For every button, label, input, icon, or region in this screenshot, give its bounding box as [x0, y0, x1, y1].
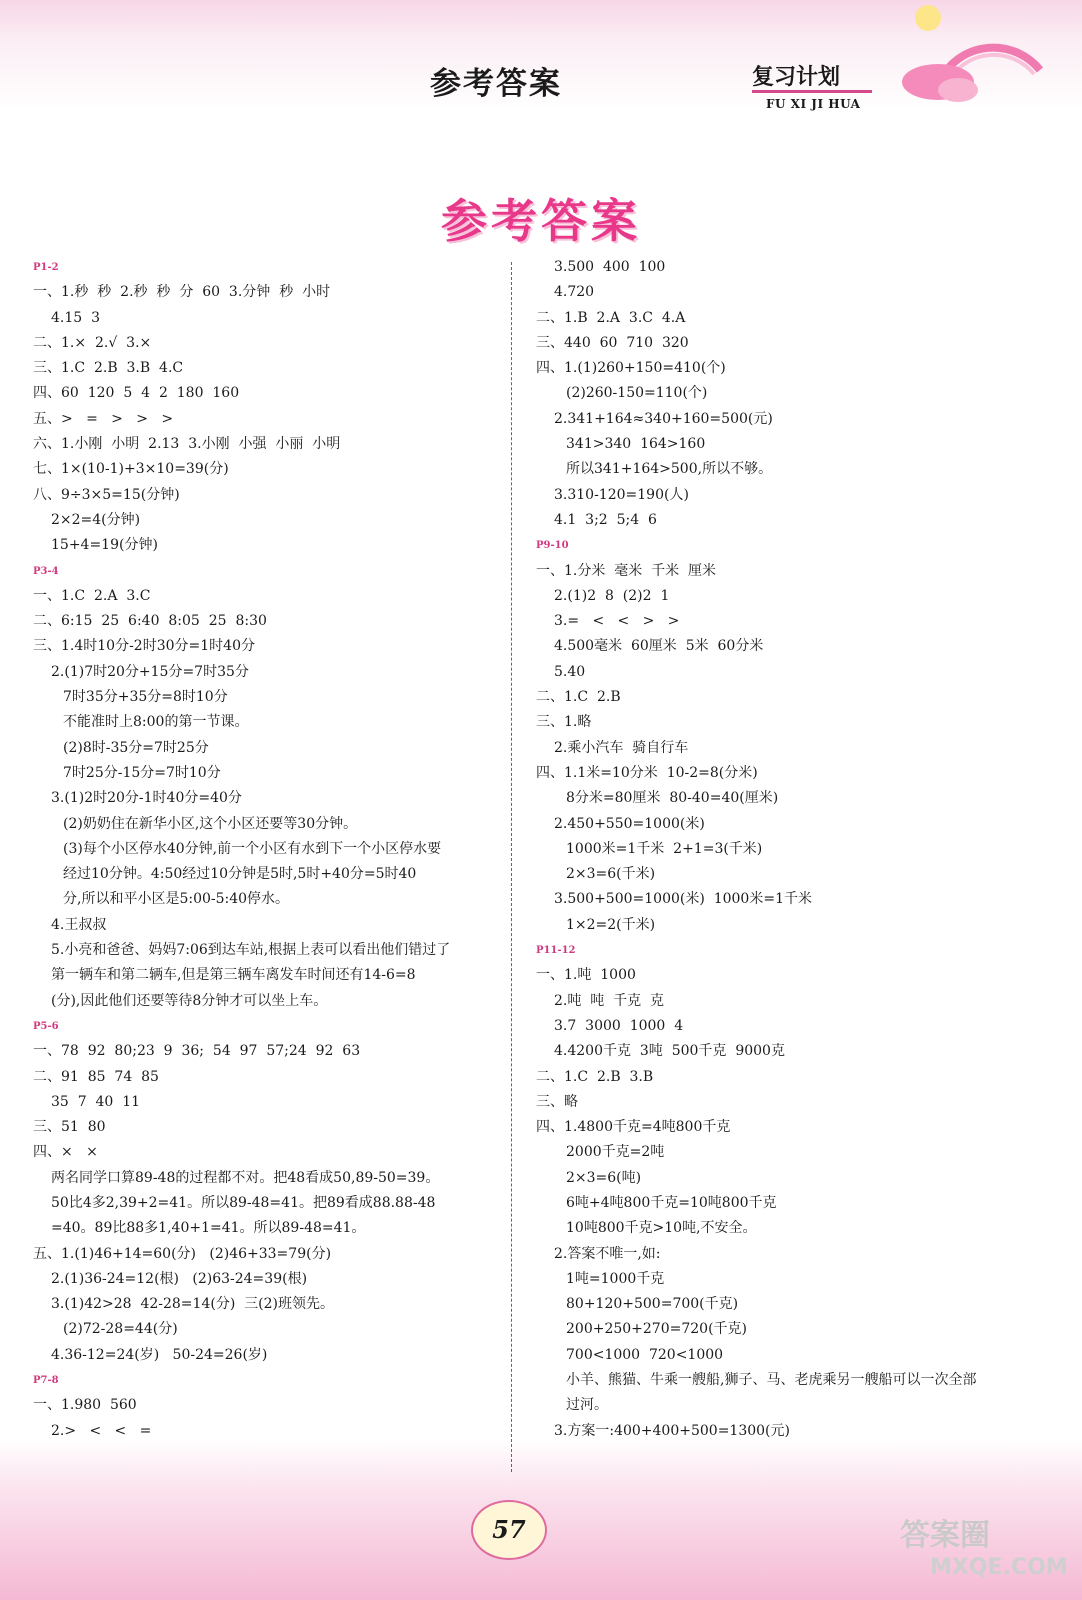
answer-line: 4.王叔叔: [51, 916, 107, 933]
header-title: 参考答案: [430, 66, 562, 102]
answer-line: 一、1.分米 毫米 千米 厘米: [536, 562, 717, 579]
answer-line: 5.40: [554, 663, 586, 680]
answer-line: 一、1.C 2.A 3.C: [33, 587, 151, 604]
answer-line: 三、1.4时10分-2时30分=1时40分: [33, 638, 255, 655]
answer-line: 4.36-12=24(岁) 50-24=26(岁): [51, 1346, 268, 1363]
main-title: 参考答案: [441, 194, 641, 248]
answer-line: 所以341+164>500,所以不够。: [566, 461, 773, 478]
brand-underline: [752, 90, 872, 93]
answer-line: 3.7 3000 1000 4: [554, 1017, 684, 1034]
answer-line: 三、51 80: [33, 1119, 106, 1136]
section-page-label: P1-2: [33, 262, 59, 273]
answer-line: 三、略: [536, 1093, 578, 1110]
answer-line: 四、1.4800千克=4吨800千克: [536, 1119, 731, 1136]
answer-line: 4.720: [554, 284, 595, 301]
answer-line: 2.吨 吨 千克 克: [554, 992, 665, 1009]
section-page-label: P3-4: [33, 565, 59, 577]
answer-line: 4.1 3;2 5;4 6: [554, 511, 657, 528]
column-divider: [511, 262, 512, 1472]
answer-line: 2.(1)7时20分+15分=7时35分: [51, 663, 249, 680]
answer-line: 2×2=4(分钟): [51, 511, 141, 528]
answer-line: 2000千克=2吨: [566, 1144, 665, 1161]
answer-line: 八、9÷3×5=15(分钟): [33, 486, 180, 503]
answer-line: 1吨=1000千克: [566, 1270, 665, 1287]
section-page-label: P9-10: [536, 540, 569, 552]
answer-line: 一、1.秒 秒 2.秒 秒 分 60 3.分钟 秒 小时: [33, 284, 331, 301]
answer-line: 一、1.980 560: [33, 1397, 137, 1414]
answer-line: 4.500毫米 60厘米 5米 60分米: [554, 638, 764, 655]
answer-line: 四、× ×: [33, 1144, 98, 1161]
answer-line: 700<1000 720<1000: [566, 1346, 724, 1363]
answer-line: 10吨800千克>10吨,不安全。: [566, 1220, 757, 1237]
answer-line: 六、1.小刚 小明 2.13 3.小刚 小强 小丽 小明: [33, 436, 341, 453]
answer-line: 七、1×(10-1)+3×10=39(分): [33, 461, 229, 478]
sun-rainbow-decoration-icon: [900, 0, 1050, 110]
answer-line: 5.小亮和爸爸、妈妈7:06到达车站,根据上表可以看出他们错过了: [51, 942, 451, 959]
section-page-label: P11-12: [536, 945, 576, 957]
answer-line: 二、6:15 25 6:40 8:05 25 8:30: [33, 613, 267, 630]
answer-line: 4.15 3: [51, 309, 100, 326]
section-page-label: P7-8: [33, 1375, 59, 1387]
answer-line: 2.> < < =: [51, 1422, 152, 1439]
answer-line: (分),因此他们还要等待8分钟才可以坐上车。: [51, 992, 328, 1009]
answer-line: 4.4200千克 3吨 500千克 9000克: [554, 1043, 785, 1060]
answer-line: 3.方案一:400+400+500=1300(元): [554, 1422, 790, 1439]
answer-line: 3.(1)42>28 42-28=14(分) 三(2)班领先。: [51, 1296, 335, 1313]
answer-line: 8分米=80厘米 80-40=40(厘米): [566, 790, 779, 807]
answer-line: 二、91 85 74 85: [33, 1068, 159, 1085]
page-number: 57: [471, 1500, 547, 1560]
brand-subtitle: FU XI JI HUA: [766, 97, 861, 111]
answer-line: (3)每个小区停水40分钟,前一个小区有水到下一个小区停水要: [63, 840, 442, 857]
answer-line: 四、1.1米=10分米 10-2=8(分米): [536, 764, 758, 781]
answer-line: 2.450+550=1000(米): [554, 815, 705, 832]
answer-line: 二、1.C 2.B 3.B: [536, 1068, 654, 1085]
answer-line: 三、1.C 2.B 3.B 4.C: [33, 360, 184, 377]
answer-line: 第一辆车和第二辆车,但是第三辆车离发车时间还有14-6=8: [51, 967, 416, 984]
answer-line: 50比4多2,39+2=41。所以89-48=41。把89看成88.88-48: [51, 1194, 436, 1211]
answer-line: 小羊、熊猫、牛乘一艘船,狮子、马、老虎乘另一艘船可以一次全部: [566, 1372, 977, 1389]
watermark-logo: 答案圈: [900, 1518, 990, 1553]
answer-line: 3.500 400 100: [554, 259, 666, 275]
answer-line: 80+120+500=700(千克): [566, 1296, 739, 1313]
answer-line: 2×3=6(千米): [566, 866, 656, 883]
answer-line: 二、1.C 2.B: [536, 689, 621, 706]
answer-line: 2.答案不唯一,如:: [554, 1245, 661, 1262]
answer-line: 2×3=6(吨): [566, 1169, 642, 1186]
answer-line: 200+250+270=720(千克): [566, 1321, 748, 1338]
answer-line: 四、1.(1)260+150=410(个): [536, 360, 726, 377]
answer-line: 过河。: [566, 1397, 608, 1414]
answer-line: 3.= < < > >: [554, 613, 680, 630]
right-answer-column: [536, 255, 1036, 1444]
left-answer-column: [33, 255, 495, 1444]
answer-line: 二、1.B 2.A 3.C 4.A: [536, 309, 686, 326]
answer-line: 3.(1)2时20分-1时40分=40分: [51, 790, 242, 807]
answer-line: 1×2=2(千米): [566, 916, 656, 933]
answer-line: 一、78 92 80;23 9 36; 54 97 57;24 92 63: [33, 1043, 361, 1060]
answer-line: (2)8时-35分=7时25分: [63, 739, 209, 756]
answer-line: 1000米=1千米 2+1=3(千米): [566, 840, 763, 857]
answer-line: 341>340 164>160: [566, 436, 706, 453]
answer-line: 6吨+4吨800千克=10吨800千克: [566, 1194, 777, 1211]
answer-line: 7时25分-15分=7时10分: [63, 764, 221, 781]
answer-line: 五、> = > > >: [33, 410, 174, 427]
answer-line: 五、1.(1)46+14=60(分) (2)46+33=79(分): [33, 1245, 332, 1262]
answer-line: 一、1.吨 1000: [536, 967, 636, 984]
answer-line: 二、1.× 2.√ 3.×: [33, 334, 152, 351]
section-page-label: P5-6: [33, 1020, 59, 1032]
answer-line: 3.310-120=190(人): [554, 486, 689, 503]
answer-line: (2)260-150=110(个): [566, 385, 708, 402]
answer-line: 2.(1)2 8 (2)2 1: [554, 587, 670, 604]
answer-line: =40。89比88多1,40+1=41。所以89-48=41。: [51, 1220, 366, 1237]
answer-line: 三、1.略: [536, 714, 592, 731]
answer-line: 经过10分钟。4:50经过10分钟是5时,5时+40分=5时40: [63, 866, 417, 883]
answer-line: 2.(1)36-24=12(根) (2)63-24=39(根): [51, 1270, 308, 1287]
answer-line: 四、60 120 5 4 2 180 160: [33, 385, 240, 402]
answer-line: 三、440 60 710 320: [536, 334, 689, 351]
answer-line: 两名同学口算89-48的过程都不对。把48看成50,89-50=39。: [51, 1169, 440, 1186]
answer-line: (2)72-28=44(分): [63, 1321, 178, 1338]
answer-line: 2.341+164≈340+160=500(元): [554, 410, 773, 427]
answer-line: 2.乘小汽车 骑自行车: [554, 739, 689, 756]
answer-line: 分,所以和平小区是5:00-5:40停水。: [63, 891, 290, 908]
brand-title: 复习计划: [752, 65, 841, 90]
watermark-url: MXQE.COM: [930, 1555, 1068, 1580]
answer-line: (2)奶奶住在新华小区,这个小区还要等30分钟。: [63, 815, 358, 832]
answer-line: 35 7 40 11: [51, 1093, 141, 1110]
answer-line: 7时35分+35分=8时10分: [63, 689, 228, 706]
answer-line: 15+4=19(分钟): [51, 537, 158, 554]
answer-line: 不能准时上8:00的第一节课。: [63, 714, 249, 731]
answer-line: 3.500+500=1000(米) 1000米=1千米: [554, 891, 812, 908]
